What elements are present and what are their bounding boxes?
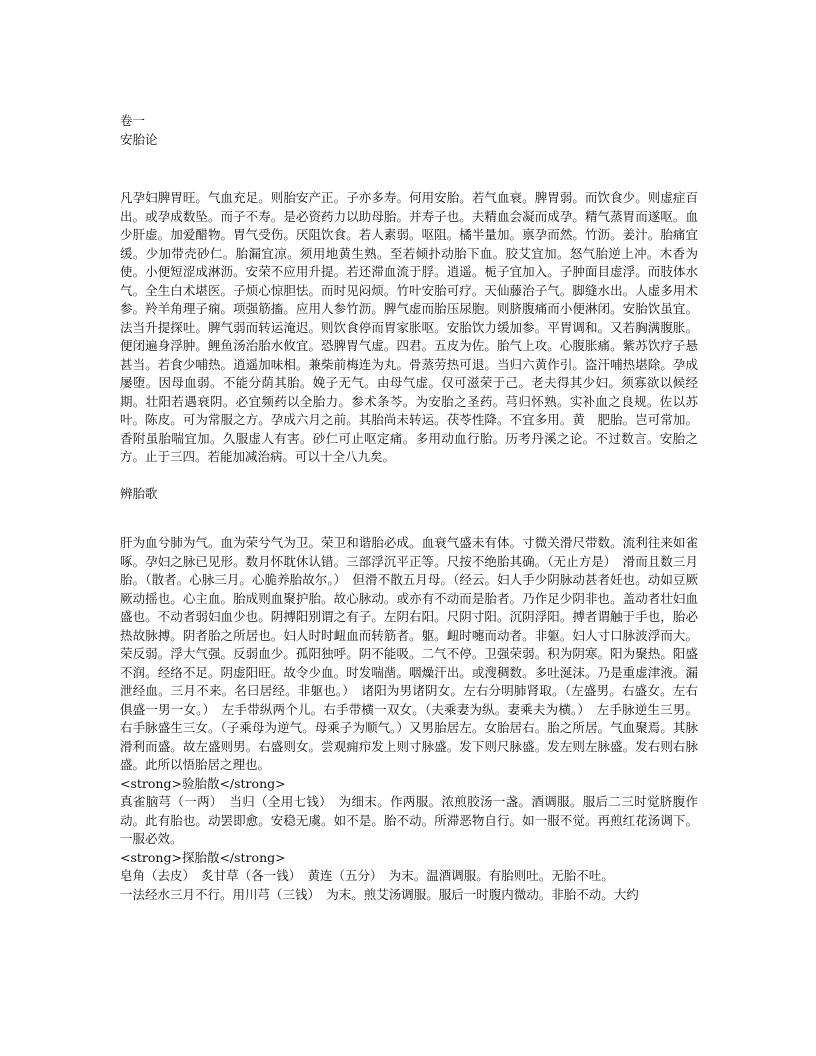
spacer	[120, 149, 698, 189]
section-title-pregnancy-song: 辨胎歌	[120, 485, 158, 501]
volume-title: 卷一	[120, 113, 146, 128]
formula2-text: 皂角（去皮） 炙甘草（各一钱） 黄连（五分） 为末。温酒调服。有胎则吐。无胎不吐。	[120, 868, 614, 883]
spacer	[120, 467, 698, 485]
section2-paragraph: 肝为血兮肺为气。血为荣兮气为卫。荣卫和谐胎必成。血衰气盛未有体。寸微关滑尺带数。流利往来如雀啄。孕妇之脉已见形。数月怀耽休认错。三部浮沉平正等。尺按不绝胎其确。（无止方是） 滑而且数三月胎。（散者。心脉三月。心脆养胎故尔。） 但滑不散五月母。（经云。妇人手少阴脉动甚者妊也。动如豆厥厥动摇也。心主血。胎成则血聚护胎。故心脉动。或亦有不动而是胎者。乃作足少阴非也。盖动者壮妇血盛也。不动者弱妇血少也。阴搏阳别谓之有子。左阴右阳。尺阴寸阳。沉阴浮阳。搏者谓触于手也，胎必热故脉搏。阴者胎之所居也。妇人时时衄血而转筋者。躯。衄时嚏而动者。非躯。妇人寸口脉波浮而大。荣反弱。浮大气强。反弱血少。孤阳独呼。阴不能吸。二气不停。卫强荣弱。积为阴寒。阳为聚热。阳盛不润。经络不足。阴虚阳旺。故令少血。时发喘凿。咽燥汗出。或溲稠数。多吐涎沫。乃是重虚津液。漏泄经血。三月不来。名曰居经。非躯也。） 诸阳为男诸阴女。左右分明肺肾取。（左盛男。右盛女。左右俱盛一男一女。） 左手带纵两个儿。右手带横一双女。（夫乘妻为纵。妻乘夫为横。） 左手脉逆生三男。右手脉盛生三女。（子乘母为逆气。母乘子为顺气。）又男胎居左。女胎居右。胎之所居。气血聚焉。其脉滑利而盛。故左盛则男。右盛则女。尝观痈疖发上则寸脉盛。发下则尺脉盛。发左则左脉盛。发右则右脉盛。此所以悟胎居之理也。	[120, 535, 698, 772]
section1-paragraph: 凡孕妇脾胃旺。气血充足。则胎安产正。子亦多寿。何用安胎。若气血衰。脾胃弱。而饮食少。则虚症百出。或孕成数坠。而子不寿。是必资药力以助母胎。并寿子也。夫精血会凝而成孕。精气蒸胃而遂呕。血少肝虚。加爱醋物。胃气受伤。厌阻饮食。若人素弱。呕阻。橘半量加。禀孕而然。竹沥。姜汁。胎痛宜缓。少加带壳砂仁。胎漏宜凉。须用地黄生熟。至若倾扑动胎下血。胶艾宜加。怒气胎逆上冲。木香为使。小便短涩成淋沥。安荣不应用升提。若还滞血流于脬。逍遥。栀子宜加入。子肿面目虚浮。而肢体水气。全生白术堪医。子烦心惊胆怯。而时见闷烦。竹叶安胎可疗。天仙藤治子气。脚缝水出。人虚多用术参。羚羊角理子痫。项强筋搐。应用人参竹沥。脾气虚而胎压尿胞。则脐腹痛而小便淋闭。安胎饮虽宜。法当升提探吐。脾气弱而转运淹迟。则饮食停而胃家胀呕。安胎饮力缓加参。平胃调和。又若胸满腹胀。便闭遍身浮肿。鲤鱼汤治胎水攸宜。恐脾胃气虚。四君。五皮为佐。胎气上攻。心腹胀痛。紫苏饮疗子悬甚当。若食少哺热。逍遥加味相。兼柴前梅连为丸。骨蒸劳热可退。当归六黄作引。盗汗哺热堪除。孕成屡堕。因母血弱。不能分荫其胎。娩子无气。由母气虚。仅可滋荣于己。老夫得其少妇。须寡欲以候经期。壮阳若遇衰阴。必宜频药以全胎力。参术条芩。为安胎之圣药。芎归怀熟。实补血之良规。佐以苏叶。陈皮。可为常服之方。孕成六月之前。其胎尚未转运。茯苓性降。不宜多用。黄 肥胎。岂可常加。香附虽胎喘宜加。久服虚人有害。砂仁可止呕定痛。多用动血行胎。历考丹溪之论。不过数言。安胎之方。止于三四。若能加减治病。可以十全八九矣。	[120, 190, 698, 464]
spacer	[120, 503, 698, 534]
formula2-next-line: 一法经水三月不行。用川芎（三钱） 为末。煎艾汤调服。服后一时腹内微动。非胎不动。大约	[120, 886, 639, 902]
formula1-text: 真雀脑芎（一两） 当归（全用七钱） 为细末。作两服。浓煎胶汤一盏。酒调服。服后二三时觉脐腹作动。此有胎也。动罢即愈。安稳无虞。如不是。胎不动。所滞恶物自行。如一服不觉。再煎红花汤调下。一服必效。	[120, 794, 698, 846]
formula2-tag-line: <strong>探胎散</strong>	[120, 849, 286, 865]
section-title-anti-fetal: 安胎论	[120, 131, 158, 147]
document-page	[120, 112, 698, 904]
formula1-tag-line: <strong>验胎散</strong>	[120, 775, 286, 791]
